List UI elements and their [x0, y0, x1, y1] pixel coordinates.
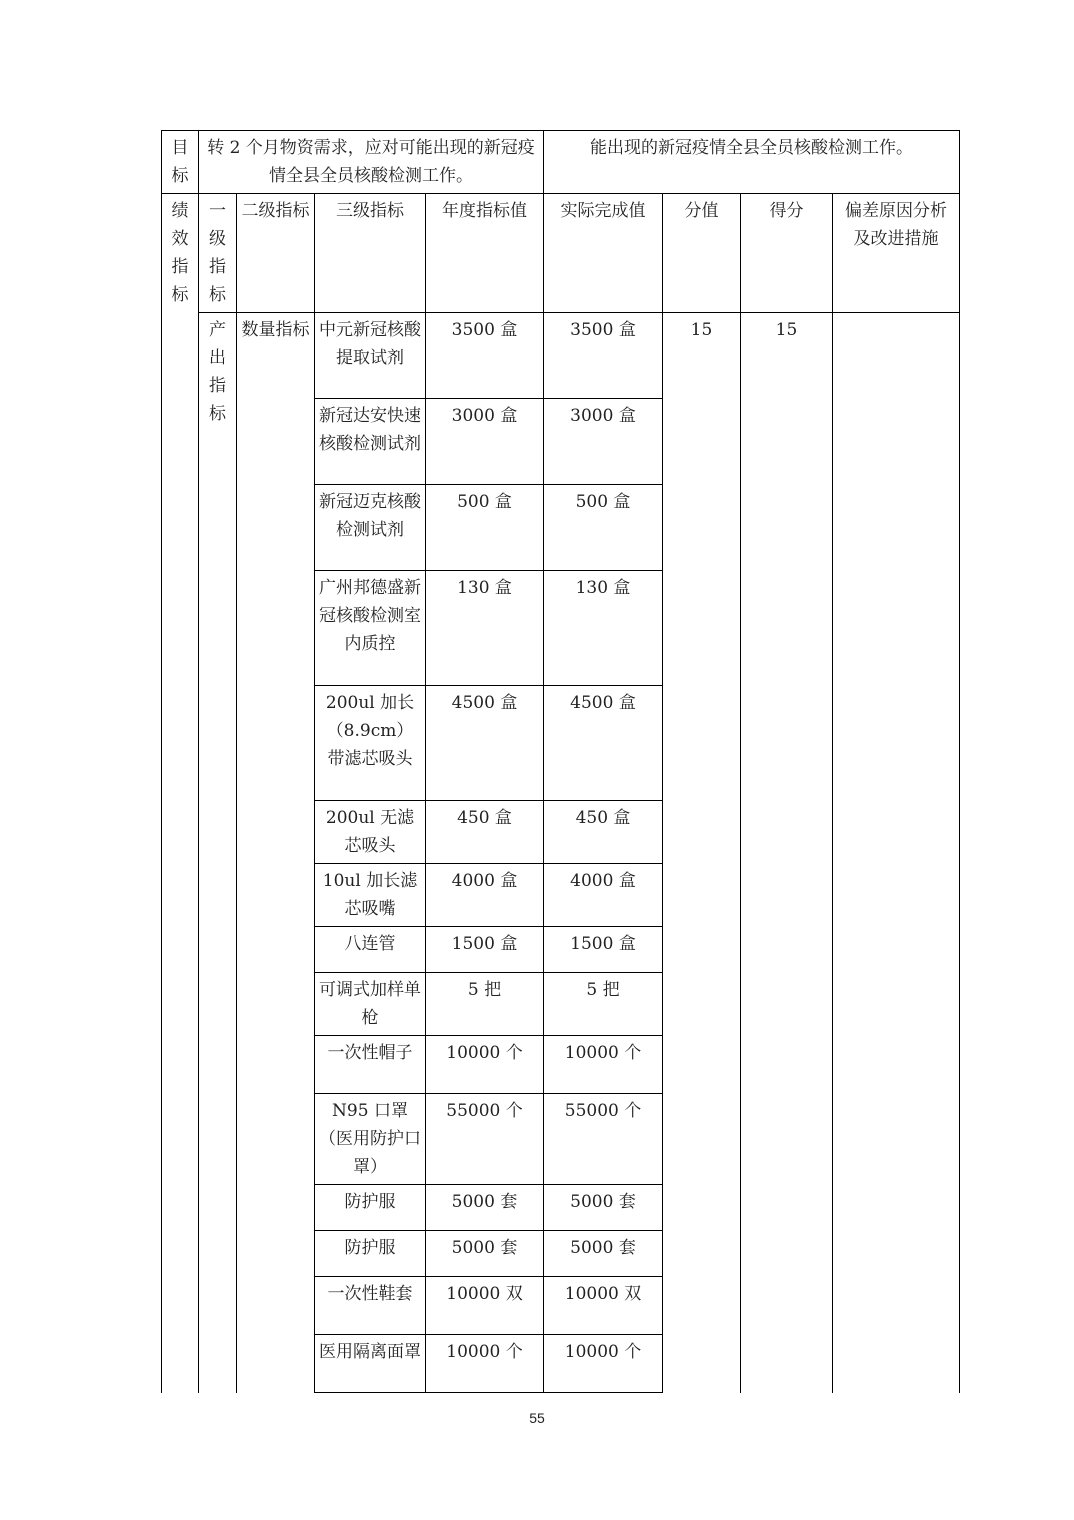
row-actual: 130 盒	[544, 571, 663, 686]
goal-label: 目标	[162, 131, 199, 194]
row-actual: 10000 个	[544, 1036, 663, 1094]
header-level1: 一级指标	[199, 194, 237, 313]
row-name: 新冠达安快速核酸检测试剂	[315, 399, 426, 485]
row-name: 八连管	[315, 927, 426, 973]
row-name: 防护服	[315, 1185, 426, 1231]
row-annual: 130 盒	[426, 571, 544, 686]
row-annual: 450 盒	[426, 801, 544, 864]
row-name: 200ul 无滤芯吸头	[315, 801, 426, 864]
row-annual: 500 盒	[426, 485, 544, 571]
header-level2: 二级指标	[237, 194, 315, 313]
row-actual: 4500 盒	[544, 686, 663, 801]
row-actual: 1500 盒	[544, 927, 663, 973]
goal-row	[162, 131, 960, 194]
row-annual: 4500 盒	[426, 686, 544, 801]
row-annual: 10000 个	[426, 1036, 544, 1094]
row-actual: 3000 盒	[544, 399, 663, 485]
page-number: 55	[529, 1410, 545, 1426]
deviation-cell	[833, 313, 960, 1393]
row-name: N95 口罩（医用防护口罩）	[315, 1094, 426, 1185]
row-name: 10ul 加长滤芯吸嘴	[315, 864, 426, 927]
level1-value: 产出指标	[199, 313, 237, 1393]
header-row	[162, 194, 960, 313]
row-name: 一次性帽子	[315, 1036, 426, 1094]
section-label: 绩效指标	[162, 194, 199, 1393]
row-annual: 3000 盒	[426, 399, 544, 485]
score-value-cell: 15	[663, 313, 741, 1393]
row-annual: 55000 个	[426, 1094, 544, 1185]
header-annual: 年度指标值	[426, 194, 544, 313]
row-actual: 4000 盒	[544, 864, 663, 927]
performance-table	[161, 130, 960, 1393]
header-deviation: 偏差原因分析及改进措施	[833, 194, 960, 313]
header-level3: 三级指标	[315, 194, 426, 313]
row-name: 新冠迈克核酸检测试剂	[315, 485, 426, 571]
level2-value: 数量指标	[237, 313, 315, 1393]
row-annual: 5 把	[426, 973, 544, 1036]
row-actual: 10000 双	[544, 1277, 663, 1335]
row-name: 防护服	[315, 1231, 426, 1277]
header-score-got: 得分	[741, 194, 833, 313]
goal-text-right: 能出现的新冠疫情全县全员核酸检测工作。	[544, 131, 960, 194]
row-actual: 5 把	[544, 973, 663, 1036]
header-score-value: 分值	[663, 194, 741, 313]
row-annual: 10000 双	[426, 1277, 544, 1335]
row-name: 医用隔离面罩	[315, 1335, 426, 1393]
row-annual: 4000 盒	[426, 864, 544, 927]
row-name: 一次性鞋套	[315, 1277, 426, 1335]
row-actual: 10000 个	[544, 1335, 663, 1393]
row-actual: 5000 套	[544, 1231, 663, 1277]
table-row	[162, 313, 960, 399]
row-annual: 10000 个	[426, 1335, 544, 1393]
row-annual: 5000 套	[426, 1185, 544, 1231]
score-got-cell: 15	[741, 313, 833, 1393]
row-actual: 55000 个	[544, 1094, 663, 1185]
row-name: 可调式加样单枪	[315, 973, 426, 1036]
row-annual: 3500 盒	[426, 313, 544, 399]
row-actual: 450 盒	[544, 801, 663, 864]
row-annual: 5000 套	[426, 1231, 544, 1277]
row-annual: 1500 盒	[426, 927, 544, 973]
header-actual: 实际完成值	[544, 194, 663, 313]
row-actual: 3500 盒	[544, 313, 663, 399]
row-actual: 500 盒	[544, 485, 663, 571]
row-actual: 5000 套	[544, 1185, 663, 1231]
row-name: 广州邦德盛新冠核酸检测室内质控	[315, 571, 426, 686]
table-body	[162, 131, 960, 1393]
row-name: 中元新冠核酸提取试剂	[315, 313, 426, 399]
goal-text-left: 转 2 个月物资需求，应对可能出现的新冠疫情全县全员核酸检测工作。	[199, 131, 544, 194]
row-name: 200ul 加长（8.9cm）带滤芯吸头	[315, 686, 426, 801]
